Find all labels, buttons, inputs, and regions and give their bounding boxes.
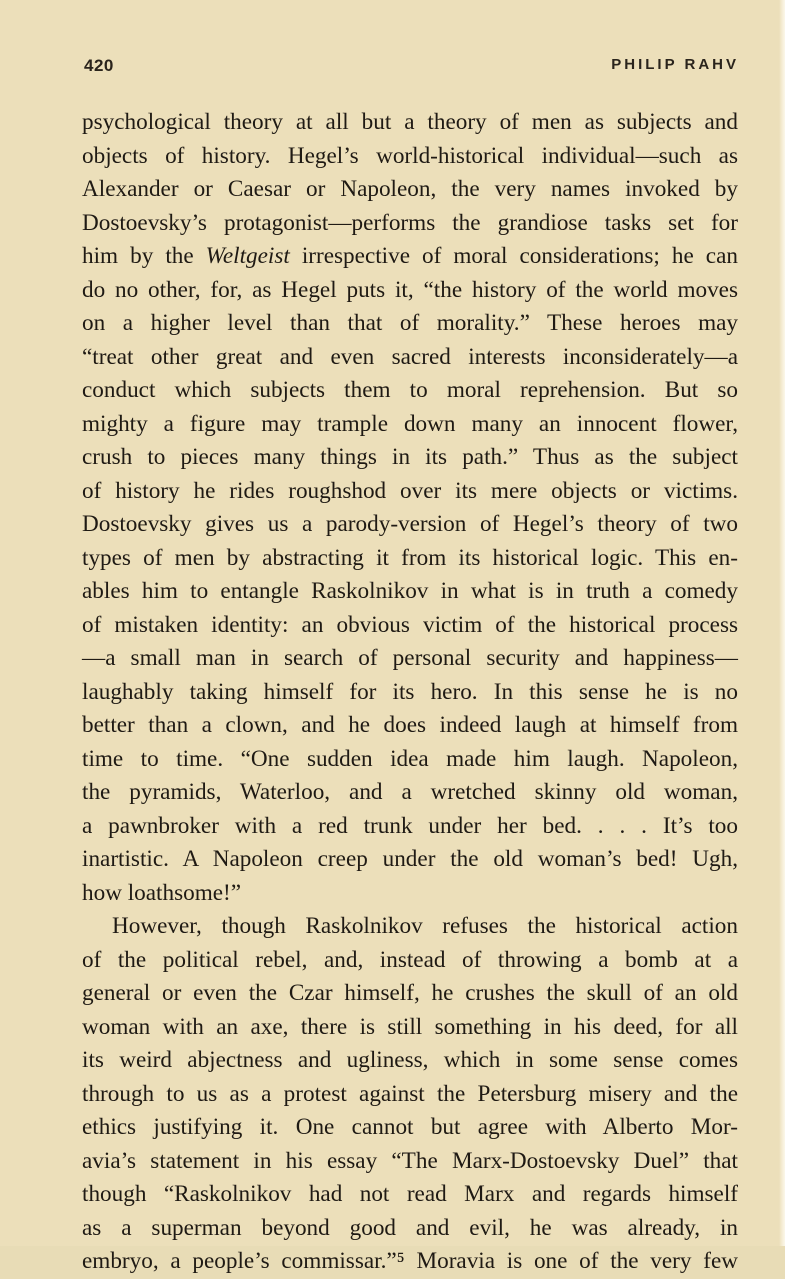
text-line: conduct which subjects them to moral reprehension. But so [82, 377, 738, 403]
page-header [84, 50, 739, 86]
text-line: through to us as a protest against the Petersburg misery and the [82, 1080, 738, 1107]
text-line: its weird abjectness and ugliness, which in some sense comes [82, 1047, 738, 1073]
text-line: general or even the Czar himself, he crushes the skull of an old [82, 980, 738, 1006]
text-line: of history he rides roughshod over its mere objects or victims. [82, 477, 738, 504]
text-line: him by the Weltgeist irrespective of moral considerations; he can [82, 243, 738, 269]
text-line: However, though Raskolnikov refuses the historical action [112, 913, 738, 939]
text-line: crush to pieces many things in its path.” Thus as the subject [82, 444, 738, 470]
text-line: woman with an axe, there is still something in his deed, for all [82, 1013, 738, 1040]
text-line: objects of history. Hegel’s world-historical individual—such as [82, 142, 738, 169]
text-line: avia’s statement in his essay “The Marx-Dostoevsky Duel” that [82, 1147, 738, 1174]
text-line: ables him to entangle Raskolnikov in what is in truth a comedy [82, 578, 738, 604]
text-line: laughably taking himself for its hero. In this sense he is no [82, 678, 738, 705]
text-line: a pawnbroker with a red trunk under her bed. . . . It’s too [82, 812, 738, 839]
text-line: “treat other great and even sacred interests inconsiderately—a [82, 343, 738, 370]
text-line: Dostoevsky gives us a parody-version of Hegel’s theory of two [82, 511, 738, 537]
text-line: —a small man in search of personal security and happiness— [82, 645, 738, 671]
text-line: psychological theory at all but a theory of men as subjects and [82, 109, 738, 135]
text-line: as a superman beyond good and evil, he was already, in [82, 1214, 738, 1241]
text-line: inartistic. A Napoleon creep under the old woman’s bed! Ugh, [82, 846, 738, 872]
text-line: do no other, for, as Hegel puts it, “the history of the world moves [82, 276, 738, 303]
page-edge [779, 0, 785, 1246]
text-line: how loathsome!” [82, 879, 242, 906]
body-text [82, 106, 738, 1279]
page-number: 420 [84, 56, 114, 75]
text-line: of the political rebel, and, instead of throwing a bomb at a [82, 946, 738, 973]
text-line: though “Raskolnikov had not read Marx and regards himself [82, 1181, 738, 1207]
text-line: time to time. “One sudden idea made him laugh. Napoleon, [82, 745, 738, 772]
text-line: Alexander or Caesar or Napoleon, the very names invoked by [82, 176, 738, 202]
text-line: types of men by abstracting it from its historical logic. This en- [82, 544, 738, 571]
text-line: of mistaken identity: an obvious victim of the historical process [82, 611, 738, 638]
text-line: ethics justifying it. One cannot but agree with Alberto Mor- [82, 1114, 738, 1140]
text-line: embryo, a people’s commissar.”⁵ Moravia is one of the very few [82, 1248, 738, 1274]
text-line: mighty a figure may trample down many an innocent flower, [82, 410, 738, 437]
text-line: the pyramids, Waterloo, and a wretched skinny old woman, [82, 779, 738, 805]
running-head-author: PHILIP RAHV [611, 56, 739, 73]
text-line: better than a clown, and he does indeed laugh at himself from [82, 712, 738, 738]
text-line: Dostoevsky’s protagonist—performs the grandiose tasks set for [82, 209, 738, 236]
text-line: on a higher level than that of morality.” These heroes may [82, 310, 738, 336]
